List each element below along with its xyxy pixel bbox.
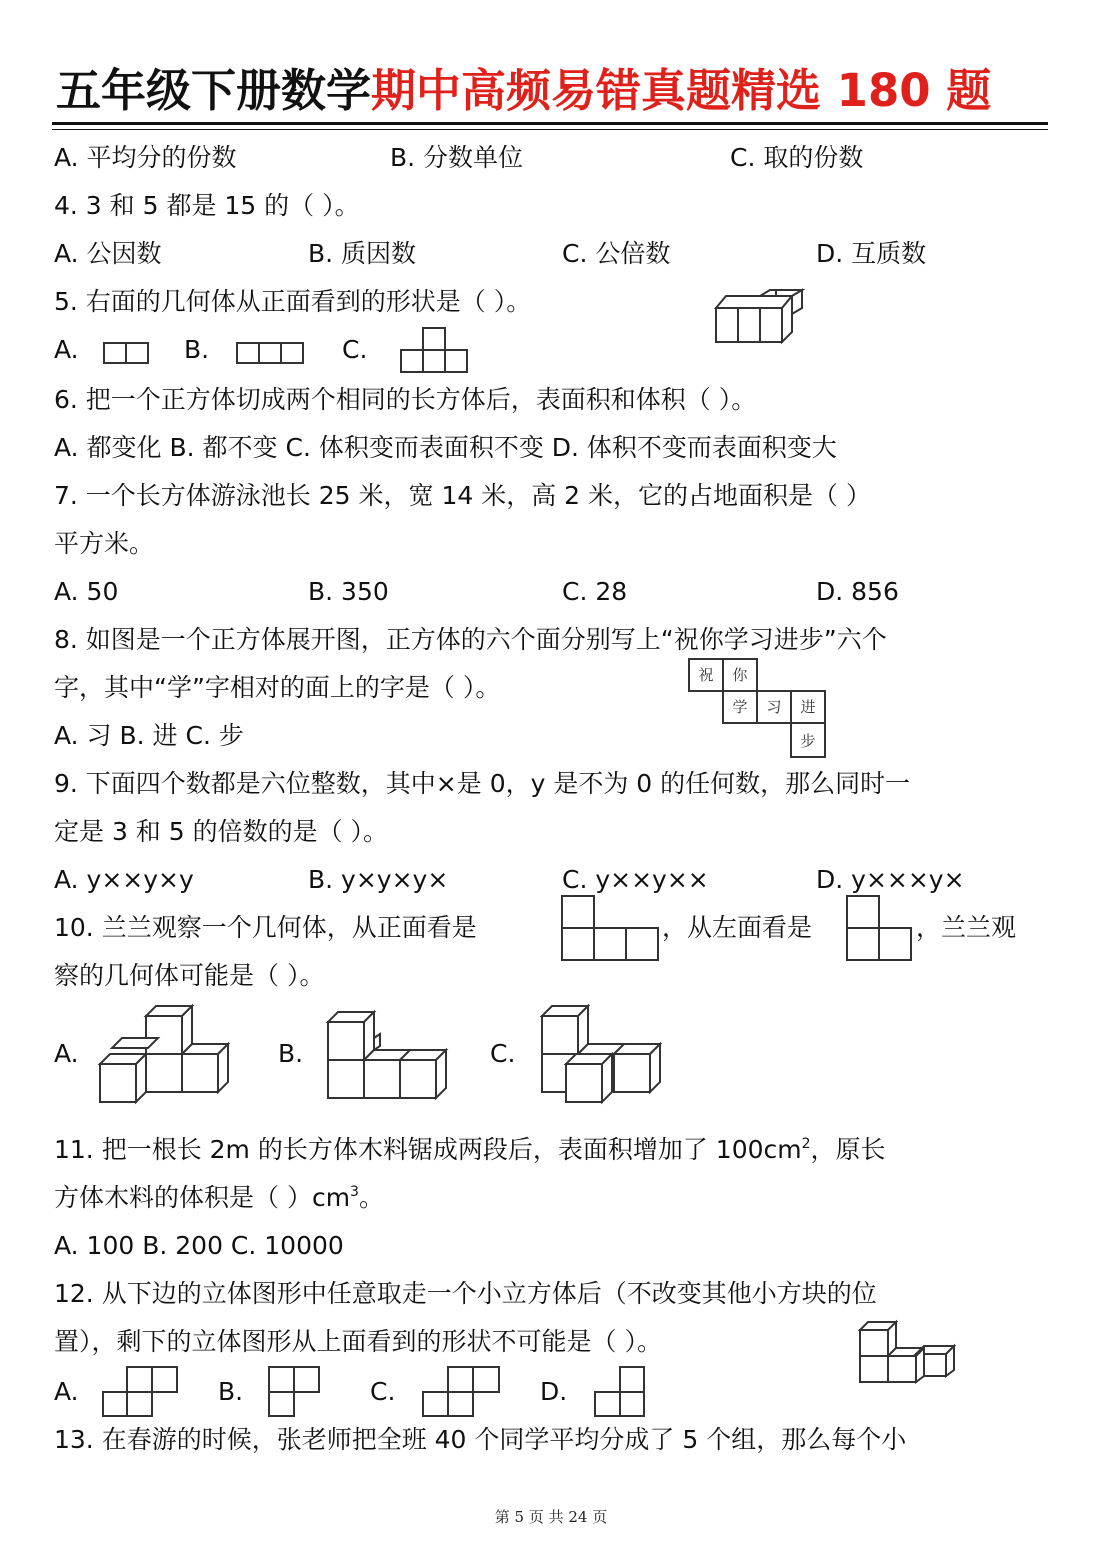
q11-part-1: 11. 把一根长 2m 的长方体木料锯成两段后，表面积增加了 100cm: [54, 1135, 802, 1164]
q10-option-c: C.: [490, 1039, 516, 1068]
net-face-3: 学: [732, 698, 748, 716]
q3-options: [54, 138, 1054, 178]
net-face-2: 你: [732, 666, 748, 684]
q9-option-d: D. y×××y×: [816, 865, 965, 894]
q11-stem: [54, 1130, 886, 1170]
q5-option-c: C.: [342, 335, 368, 364]
q12-option-b: B.: [218, 1377, 244, 1406]
q3-option-c: C. 取的份数: [730, 143, 864, 172]
q9-option-c: C. y××y××: [562, 865, 709, 894]
q10-left-view: [846, 894, 916, 962]
q12-stem: 12. 从下边的立体图形中任意取走一个小立方体后（不改变其他小方块的位: [54, 1279, 877, 1308]
q11-stem-2: [54, 1178, 384, 1218]
q13-stem: 13. 在春游的时候，张老师把全班 40 个同学平均分成了 5 个组，那么每个小: [54, 1425, 907, 1454]
q6-stem: 6. 把一个正方体切成两个相同的长方体后，表面积和体积（ ）。: [54, 385, 757, 414]
q11-part-2: ，原长: [810, 1135, 886, 1164]
q12-shape-a: [102, 1366, 182, 1418]
q5-stem: 5. 右面的几何体从正面看到的形状是（ ）。: [54, 287, 532, 316]
title-rule-thin: [52, 129, 1048, 130]
q4-option-b: B. 质因数: [308, 239, 417, 268]
q12-option-c: C.: [370, 1377, 396, 1406]
q10-front-view: [561, 894, 661, 962]
title-rule-thick: [52, 122, 1048, 125]
q7-stem: 7. 一个长方体游泳池长 25 米，宽 14 米，高 2 米，它的占地面积是（ ）: [54, 481, 871, 510]
q7-option-a: A. 50: [54, 577, 119, 606]
q4-stem: 4. 3 和 5 都是 15 的（ ）。: [54, 191, 360, 220]
q4-option-d: D. 互质数: [816, 239, 927, 268]
q5-shape-c: [400, 326, 470, 374]
q10-part-1: 10. 兰兰观察一个几何体，从正面看是: [54, 913, 477, 942]
q12-option-a: A.: [54, 1377, 79, 1406]
q5-solid-figure: [714, 288, 810, 344]
q8-cube-net: [688, 658, 828, 762]
net-face-6: 步: [800, 732, 816, 750]
q9-stem-2: 定是 3 和 5 的倍数的是（ ）。: [54, 817, 389, 846]
q6-options: A. 都变化 B. 都不变 C. 体积变而表面积不变 D. 体积不变而表面积变大: [54, 433, 837, 462]
q10-figure-c: [538, 1002, 668, 1106]
q8-options: A. 习 B. 进 C. 步: [54, 721, 244, 750]
q12-stem-2: 置），剩下的立体图形从上面看到的形状不可能是（ ）。: [54, 1327, 662, 1356]
q5-shape-b: [236, 341, 306, 365]
q7-option-c: C. 28: [562, 577, 628, 606]
q10-part-2: ，从左面看是: [662, 913, 813, 942]
q11-part-4: 。: [358, 1183, 384, 1212]
q12-option-d: D.: [540, 1377, 568, 1406]
q5-option-a: A.: [54, 335, 79, 364]
q10-option-a: A.: [54, 1039, 79, 1068]
q3-option-a: A. 平均分的份数: [54, 143, 237, 172]
q4-option-a: A. 公因数: [54, 239, 162, 268]
page-footer: 第 5 页 共 24 页: [494, 1508, 608, 1526]
q8-stem: 8. 如图是一个正方体展开图，正方体的六个面分别写上“祝你学习进步”六个: [54, 625, 887, 654]
q11-part-3: 方体木料的体积是（ ）cm: [54, 1183, 351, 1212]
q9-option-a: A. y××y×y: [54, 865, 194, 894]
page-title: [56, 56, 991, 126]
q12-shape-c: [422, 1366, 504, 1418]
q11-sup-1: 2: [801, 1136, 811, 1152]
q5-shape-a: [103, 341, 151, 365]
q7-option-b: B. 350: [308, 577, 389, 606]
q12-shape-b: [268, 1366, 324, 1418]
q10-figure-b: [324, 1008, 454, 1106]
net-face-4: 习: [766, 698, 782, 716]
q10-option-b: B.: [278, 1039, 304, 1068]
q8-stem-2: 字，其中“学”字相对的面上的字是（ ）。: [54, 673, 501, 702]
net-face-5: 进: [800, 698, 816, 716]
q7-option-d: D. 856: [816, 577, 899, 606]
q10-figure-a: [98, 1002, 238, 1106]
net-face-1: 祝: [698, 666, 714, 684]
title-red: 期中高频易错真题精选 180 题: [371, 64, 992, 117]
q9-option-b: B. y×y×y×: [308, 865, 449, 894]
q11-options: A. 100 B. 200 C. 10000: [54, 1231, 344, 1260]
q3-option-b: B. 分数单位: [390, 143, 524, 172]
q10-part-3: ，兰兰观: [916, 913, 1017, 942]
q5-option-b: B.: [184, 335, 210, 364]
q10-stem-2: 察的几何体可能是（ ）。: [54, 961, 325, 990]
q12-solid-figure: [858, 1318, 962, 1386]
q12-shape-d: [594, 1366, 650, 1418]
q7-stem-2: 平方米。: [54, 529, 155, 558]
q9-stem: 9. 下面四个数都是六位整数，其中×是 0，y 是不为 0 的任何数，那么同时一: [54, 769, 911, 798]
q7-options: [54, 572, 1054, 612]
q4-option-c: C. 公倍数: [562, 239, 671, 268]
q11-sup-2: 3: [350, 1184, 359, 1200]
title-black: 五年级下册数学: [56, 64, 372, 117]
q4-options: [54, 234, 1054, 274]
